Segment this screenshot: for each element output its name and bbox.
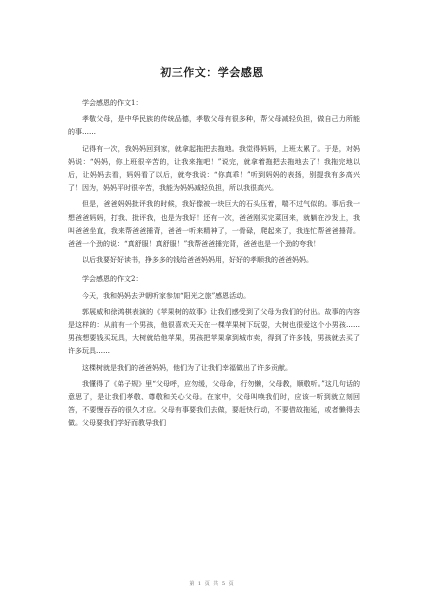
paragraph-mopping: 记得有一次，我妈妈回到家，就拿起拖把去拖地。我觉得妈妈，上班太累了。于是，对妈妈说：“妈妈，你上班很辛苦的，让我来拖吧！”说完，就拿着拖把去拖地去了！我拖完地以后，让妈妈去看，妈妈看了以后，就夸我说：“你真乖！”听到妈妈的表扬，别提我有多高兴了！因为，妈妈平时很辛苦，我能为妈妈减轻负担，所以我很高兴。 [68, 144, 360, 193]
paragraph-intro: 孝敬父母，是中华民族的传统品德，孝敬父母有很多种，帮父母减轻负担，做自己力所能的事…… [68, 115, 360, 137]
paragraph-criticism: 但是，爸爸妈妈批评我的时候，我好像被一块巨大的石头压着，喘不过气似的。事后我一想爸爸妈妈，打我、批评我，也是为我好！还有一次，爸爸刚买完菜回来，就躺在沙发上，我叫爸爸坐直，我来帮爸爸捶背，爸爸一听来精神了，一骨碌，爬起来了，我连忙帮爸爸捶背。爸爸一个劲的说：“真舒服！真舒服！”我帮爸爸捶完背，爸爸也是一个劲的夸我！ [68, 200, 360, 249]
paragraph-activity: 今天，我和妈妈去尹朝听家参加“阳光之旅”感恩活动。 [82, 291, 251, 300]
document-body [68, 97, 360, 431]
essay-heading-1: 学会感恩的作文1： [82, 99, 143, 107]
paragraph-tree-meaning: 这棵树就是我们的爸爸妈妈，他们为了让我们幸福做出了许多贡献。 [82, 363, 292, 372]
page-footer: 第 1 页 共 5 页 [189, 581, 235, 587]
essay-heading-2: 学会感恩的作文2： [82, 275, 143, 284]
paragraph-dizigui: 我懂得了《弟子规》里“父母呼，应勿缓，父母命，行勿懒，父母教，顺敬听。”这几句话的意思了，是让我们孝敬、尊敬和关心父母。在家中，父母叫唤我们时，应该一听到就立刻回答，不要慢吞吞的很久才应。父母有事要我们去做，要赶快行动，不要借故拖延，或者懒得去做。父母要我们学好而教导我们 [68, 379, 360, 428]
document-title: 初三作文：学会感恩 [160, 66, 264, 79]
paragraph-apple-tree: 郭展威和徐鸿棋表演的《苹果树的故事》让我们感受到了父母为我们的付出。故事的内容是这样的：从前有一个男孩，他很喜欢天天在一棵苹果树下玩耍，大树也很爱这个小男孩……男孩想要钱买玩具，大树就给他苹果，男孩把苹果拿到城市卖，得到了许多钱，男孩就去买了许多玩具…… [68, 307, 360, 356]
paragraph-resolution: 以后我要好好读书，挣多多的钱给爸爸妈妈用，好好的孝顺我的爸爸妈妈。 [82, 256, 313, 265]
